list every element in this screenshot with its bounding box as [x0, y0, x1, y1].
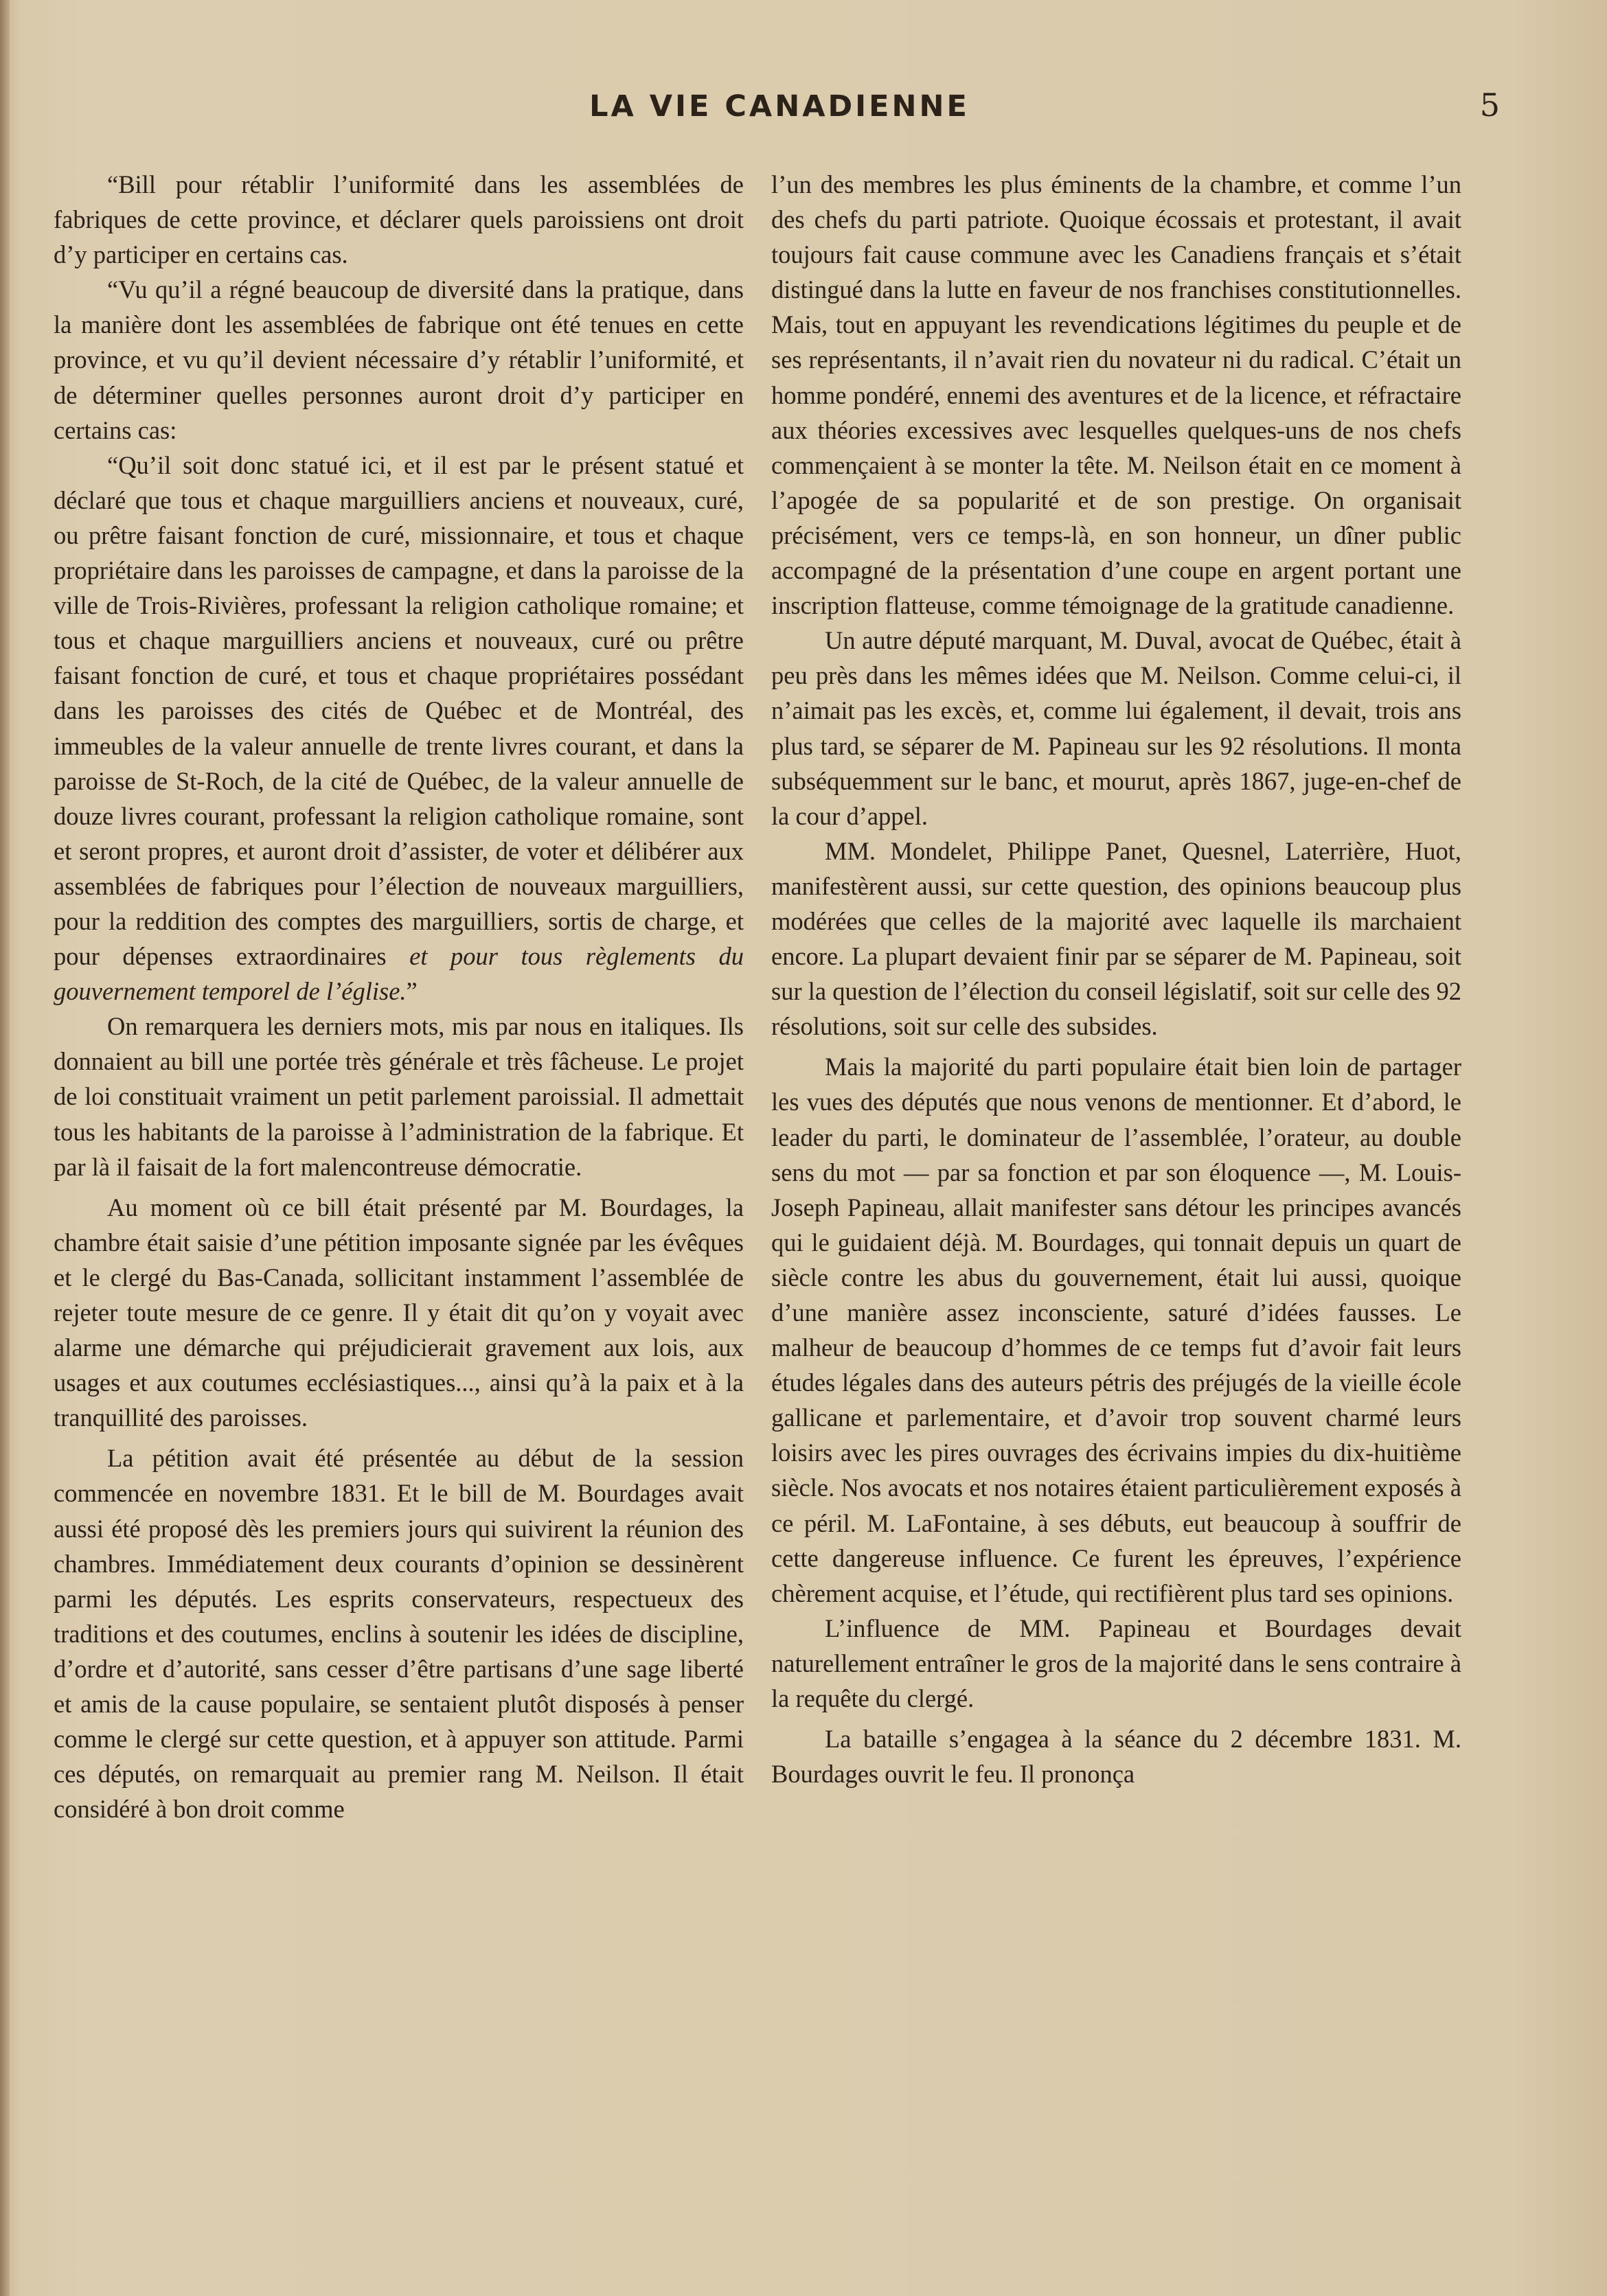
paragraph: La bataille s’engagea à la séance du 2 décembre 1831. M. Bourdages ouvrit le feu. Il prononça — [771, 1725, 1461, 1789]
paragraph: La pétition avait été présentée au début de la session commencée en novembre 1831. Et le bill de M. Bourdages avait aussi été proposé dès les premiers jours qui suivirent la réunion des chambres. Immédiatement deux courants d’opinion se dessinèrent parmi les députés. Les esprits conservateurs, respectueux des traditions et des coutumes, enclins à soutenir les idées de discipline, d’ordre et d’autorité, sans cesser d’être partisans d’une sage liberté et amis de la cause populaire, se sentaient plutôt disposés à penser comme le clergé sur cette question, et à appuyer son attitude. Parmi ces députés, on remarquait au premier rang M. Neilson. Il était considéré à bon droit comme — [54, 1444, 744, 1824]
paragraph: l’un des membres les plus éminents de la chambre, et comme l’un des chefs du parti patriote. Quoique écossais et protestant, il avait toujours fait cause commune avec les Canadiens français et s’était distingué dans la lutte en faveur de nos franchises constitutionnelles. Mais, tout en appuyant les revendications légitimes du peuple et de ses représentants, il n’avait rien du novateur ni du radical. C’était un homme pondéré, ennemi des aventures et de la licence, et réfractaire aux théories excessives avec lesquelles quelques-uns de nos chefs commençaient à se monter la tête. M. Neilson était en ce moment à l’apogée de sa popularité et de son prestige. On organisait précisément, vers ce temps-là, en son honneur, un dîner public accompagné de la présentation d’une coupe en argent portant une inscription flatteuse, comme témoignage de la gratitude canadienne. — [771, 170, 1461, 620]
paragraph — [54, 448, 744, 1009]
paragraph: Un autre député marquant, M. Duval, avocat de Québec, était à peu près dans les mêmes idées que M. Neilson. Comme celui-ci, il n’aimait pas les excès, et, comme lui également, il devait, trois ans plus tard, se séparer de M. Papineau sur les 92 résolutions. Il monta subséquemment sur le banc, et mourut, après 1867, juge-en-chef de la cour d’appel. — [771, 626, 1461, 830]
page-header — [76, 87, 1500, 137]
right-column — [771, 167, 1461, 1791]
left-column — [54, 167, 744, 1826]
running-title: LA VIE CANADIENNE — [589, 89, 970, 124]
paragraph: Mais la majorité du parti populaire était bien loin de partager les vues des députés que nous venons de mentionner. Et d’abord, le leader du parti, le dominateur de l’assemblée, l’orateur, au double sens du mot — par sa fonction et par son éloquence —, M. Louis-Joseph Papineau, allait manifester sans détour les principes avancés qui le guidaient déjà. M. Bourdages, qui tonnait depuis un quart de siècle contre les abus du gouvernement, était lui aussi, quoique d’une manière assez inconsciente, saturé d’idées fausses. Le malheur de beaucoup d’hommes de ce temps fut d’avoir fait leurs études légales dans des auteurs pétris des préjugés de la vieille école gallicane et parlementaire, et d’avoir trop souvent charmé leurs loisirs avec les pires ouvrages des écrivains impies du dix-huitième siècle. Nos avocats et nos notaires étaient particulièrement exposés à ce péril. M. LaFontaine, à ses débuts, eut beaucoup à souffrir de cette dangereuse influence. Ce furent les épreuves, l’expérience chèrement acquise, et l’étude, qui rectifièrent plus tard ses opinions. — [771, 1053, 1461, 1607]
page-spine-shadow — [0, 0, 10, 2296]
closing-quote: ” — [406, 977, 418, 1006]
paragraph: “Vu qu’il a régné beaucoup de diversité dans la pratique, dans la manière dont les assemblées de fabrique ont été tenues en cette province, et vu qu’il devient nécessaire d’y rétablir l’uniformité, et de déterminer quelles personnes auront droit d’y participer en certains cas: — [54, 275, 744, 444]
paragraph: L’influence de MM. Papineau et Bourdages devait naturellement entraîner le gros de la majorité dans le sens contraire à la requête du clergé. — [771, 1614, 1461, 1713]
paragraph: Au moment où ce bill était présenté par M. Bourdages, la chambre était saisie d’une pétition imposante signée par les évêques et le clergé du Bas-Canada, sollicitant instamment l’assemblée de rejeter toute mesure de ce genre. Il y était dit qu’on y voyait avec alarme une démarche qui préjudicierait gravement aux lois, aux usages et aux coutumes ecclésiastiques..., ainsi qu’à la paix et à la tranquillité des paroisses. — [54, 1193, 744, 1432]
italic-text: et pour tous règlements du gouvernement temporel de l’église. — [54, 942, 744, 1006]
paragraph: “Bill pour rétablir l’uniformité dans les assemblées de fabriques de cette province, et déclarer quels paroissiens ont droit d’y participer en certains cas. — [54, 170, 744, 269]
page-number: 5 — [1479, 87, 1500, 124]
paragraph: MM. Mondelet, Philippe Panet, Quesnel, Laterrière, Huot, manifestèrent aussi, sur cette question, des opinions beaucoup plus modérées que celles de la majorité avec laquelle ils marchaient encore. La plupart devaient finir par se séparer de M. Papineau, soit sur la question de l’élection du conseil législatif, soit sur celle des 92 résolutions, soit sur celle des subsides. — [771, 836, 1461, 1041]
paragraph-text: “Qu’il soit donc statué ici, et il est par le présent statué et déclaré que tous et chaque marguilliers anciens et nouveaux, curé, ou prêtre faisant fonction de curé, missionnaire, et tous et chaque propriétaire dans les paroisses de campagne, et dans la paroisse de la ville de Trois-Rivières, professant la religion catholique romaine; et tous et chaque marguilliers anciens et nouveaux, curé ou prêtre faisant fonction de curé, et tous et chaque propriétaires possédant dans les paroisses des cités de Québec et de Montréal, des immeubles de la valeur annuelle de trente livres courant, et dans la paroisse de St-Roch, de la cité de Québec, de la valeur annuelle de douze livres courant, professant la religion catholique romaine, sont et seront propres, et auront droit d’assister, de voter et délibérer aux assemblées de fabriques pour l’élection de nouveaux marguilliers, pour la reddition des comptes des marguilliers, sortis de charge, et pour dépenses extraordinaires — [54, 450, 744, 971]
paragraph: On remarquera les derniers mots, mis par nous en italiques. Ils donnaient au bill une portée très générale et très fâcheuse. Le projet de loi constituait vraiment un petit parlement paroissial. Il admettait tous les habitants de la paroisse à l’administration de la fabrique. Et par là il faisait de la fort malencontreuse démocratie. — [54, 1012, 744, 1181]
